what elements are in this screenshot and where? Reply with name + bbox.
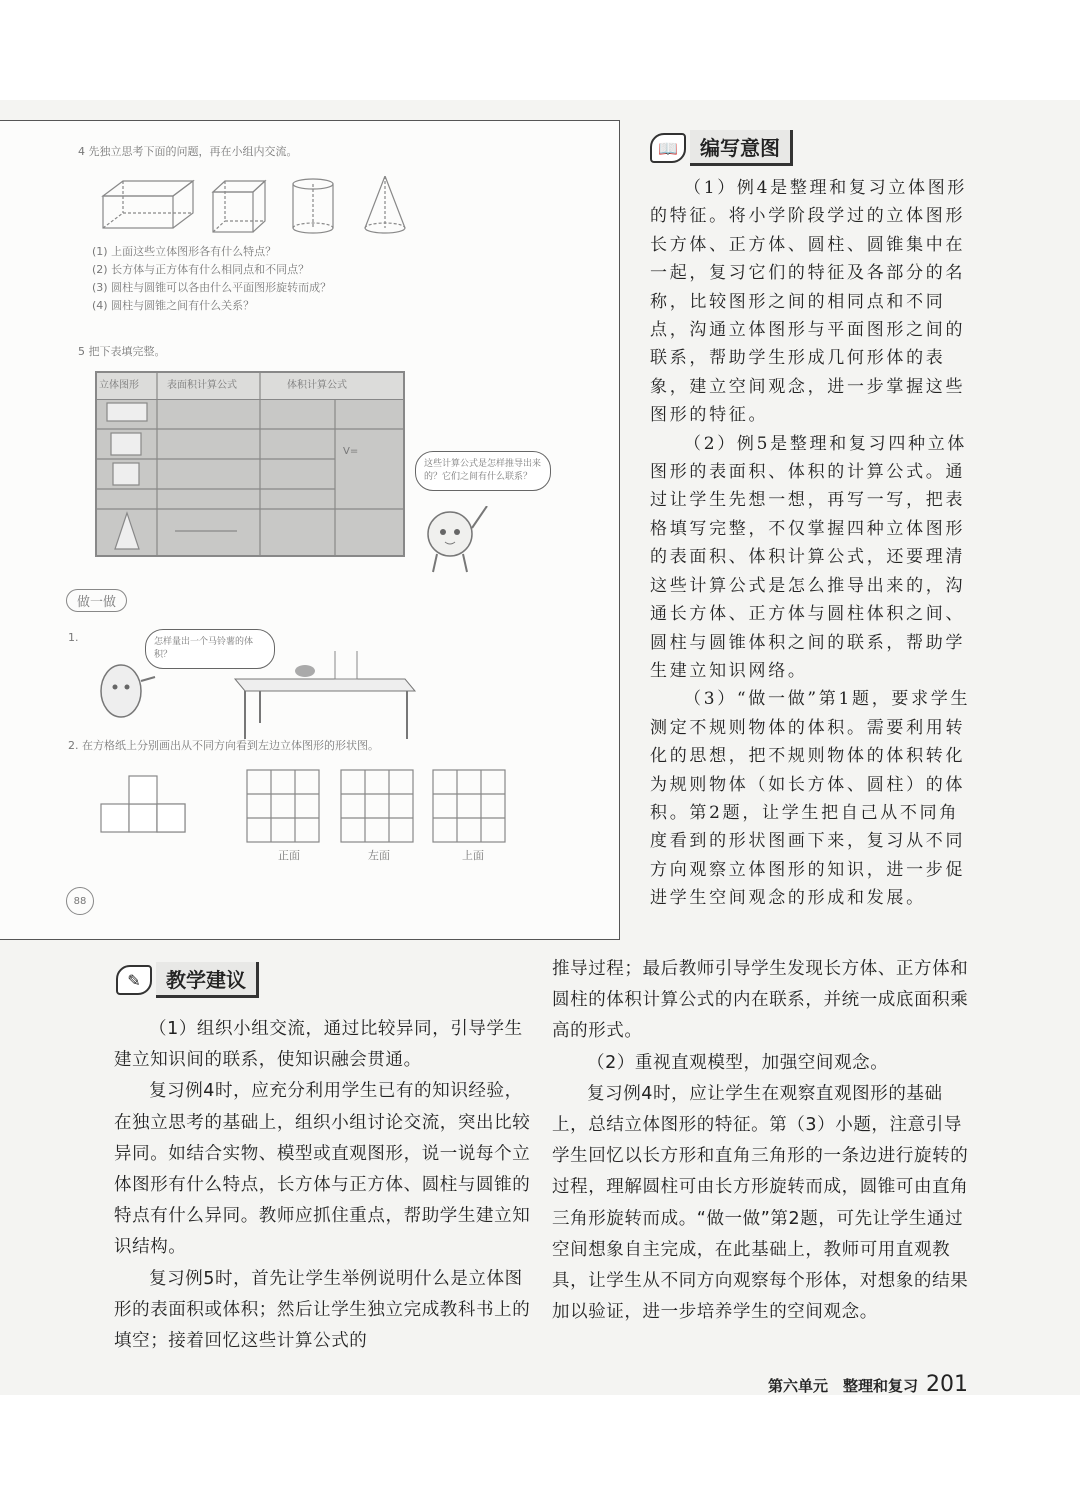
intent-paragraph: （3）“做一做”第1题，要求学生测定不规则物体的体积。需要利用转化的思想，把不规则物体的体积转化为规则物体（如长方体、圆柱）的体积。第2题，让学生把自己从不同角度看到的形状图画下来，复习从不同方向观察立体图形的知识，进一步促进学生空间观念的形成和发展。 [650, 689, 971, 909]
formula-table [95, 371, 405, 557]
intent-paragraph: （2）例5是整理和复习四种立体图形的表面积、体积的计算公式。通过让学生先想一想，再写一写，把表格填写完整，不仅掌握四种立体图形的表面积、体积计算公式，还要理清这些计算公式是怎么推导出来的，沟通长方体、正方体与圆柱体积之间、圆柱与圆锥体积之间的联系，帮助学生建立知识网络。 [650, 433, 968, 681]
solid-figures [95, 176, 425, 246]
suggestion-paragraph: 推导过程；最后教师引导学生发现长方体、正方体和圆柱的体积计算公式的内在联系，并统一成底面积乘高的形式。 [552, 959, 969, 1042]
book-icon: 📖 [650, 133, 686, 163]
suggestion-left-column [114, 1014, 534, 1357]
suggestion-paragraph: 复习例4时，应充分利用学生已有的知识经验，在独立思考的基础上，组织小组讨论交流，突出比较异同。如结合实物、模型或直观图形，说一说每个立体图形有什么特点，长方体与正方体、圆柱与圆锥的特点有什么异同。教师应抓住重点，帮助学生建立知识结构。 [114, 1081, 531, 1258]
suggestion-paragraph: 复习例5时，首先让学生举例说明什么是立体图形的表面积或体积；然后让学生独立完成教科书上的填空；接着回忆这些计算公式的 [114, 1268, 531, 1352]
q4-question: (2) 长方体与正方体有什么相同点和不同点？ [92, 263, 310, 276]
q4-title: 4 先独立思考下面的问题，再在小组内交流。 [78, 145, 298, 158]
textbook-page-number: 88 [66, 887, 94, 915]
intent-section [650, 130, 972, 913]
speech-bubble-formulas: 这些计算公式是怎样推导出来的？它们之间有什么联系？ [415, 451, 551, 491]
intent-title: 编写意图 [690, 130, 793, 166]
cylinder-figure [293, 179, 333, 233]
q5-title: 5 把下表填完整。 [78, 345, 166, 358]
intent-heading [650, 130, 972, 166]
q4-question-list [92, 243, 331, 315]
mascot-character [415, 506, 495, 576]
potato-scene [85, 651, 535, 741]
textbook-page [0, 120, 620, 940]
intent-body [650, 174, 972, 913]
cube-figure [213, 181, 265, 232]
table-header: 立体图形 [99, 380, 139, 391]
q4-question: (3) 圆柱与圆锥可以各由什么平面图形旋转而成？ [92, 281, 332, 294]
volume-formula-v: V= [343, 446, 359, 457]
suggestion-paragraph: 复习例4时，应让学生在观察直观图形的基础上，总结立体图形的特征。第（3）小题，注意引导学生回忆以长方形和直角三角形的一条边进行旋转的过程，理解圆柱可由长方形旋转而成，圆锥可由直角三角形旋转而成。“做一做”第2题，可先让学生通过空间想象自主完成，在此基础上，教师可用直观教具，让学生从不同方向观察每个形体，对想象的结果加以验证，进一步培养学生的空间观念。 [552, 1083, 969, 1323]
q4-question: (1) 上面这些立体图形各有什么特点？ [92, 245, 277, 258]
view-label-top: 上面 [462, 849, 484, 862]
cube-views [95, 766, 515, 866]
cone-figure [365, 176, 405, 233]
suggestion-title: 教学建议 [156, 962, 259, 998]
intent-paragraph: （1）例4是整理和复习立体图形的特征。将小学阶段学过的立体图形长方体、正方体、圆柱、圆锥集中在一起，复习它们的特征及各部分的名称，比较图形之间的相同点和不同点，沟通立体图形与平面图形之间的联系，帮助学生形成几何形体的表象，建立空间观念，进一步掌握这些图形的特征。 [650, 178, 968, 426]
suggestion-paragraph: （1）组织小组交流，通过比较异同，引导学生建立知识间的联系，使知识融会贯通。 [114, 1019, 523, 1071]
suggestion-heading [116, 962, 259, 998]
view-label-front: 正面 [278, 849, 300, 862]
item1-number: 1. [68, 631, 79, 644]
unit-title: 第六单元 整理和复习 [767, 1377, 918, 1395]
zuoyizuo-label: 做一做 [66, 589, 127, 612]
speech-bubble-potato: 怎样量出一个马铃薯的体积？ [145, 629, 275, 669]
pen-icon: ✎ [116, 965, 152, 995]
table-grid [97, 373, 403, 555]
view-label-left: 左面 [368, 849, 390, 862]
suggestion-right-column [552, 954, 972, 1328]
page-number: 201 [926, 1372, 968, 1397]
item2-text: 2. 在方格纸上分别画出从不同方向看到左边立体图形的形状图。 [68, 739, 379, 752]
table-header: 表面积计算公式 [167, 380, 237, 391]
page-footer [768, 1372, 968, 1397]
q4-question: (4) 圆柱与圆锥之间有什么关系？ [92, 299, 255, 312]
table-header: 体积计算公式 [287, 380, 347, 391]
suggestion-paragraph: （2）重视直观模型，加强空间观念。 [587, 1052, 889, 1073]
cuboid-figure [103, 181, 193, 228]
